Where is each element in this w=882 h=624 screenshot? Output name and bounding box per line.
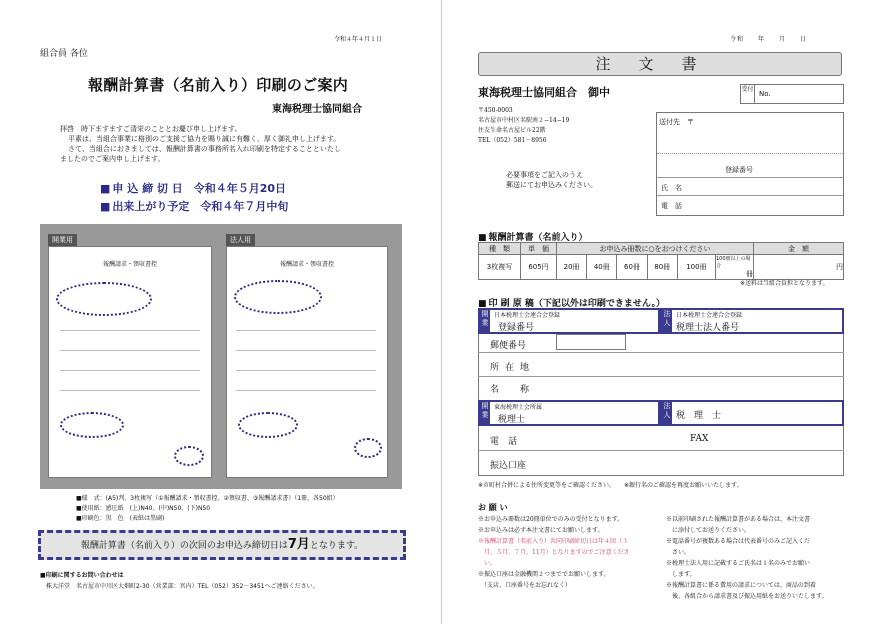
footnote: ※市町村合併による住所変更等をご確認ください。 ※銀行名のご確認を再度お願いいたします。 (478, 482, 743, 489)
qty-80[interactable]: 80冊 (647, 255, 677, 280)
order-title: 注文書 (478, 52, 842, 76)
contact-head: ■印刷に関するお問い合わせは (40, 572, 124, 579)
form-line (236, 390, 376, 391)
highlight-stamp (174, 446, 204, 466)
notes-left: ※お申込み冊数は20冊単位でのみの受付となります。 ※お申込みは必ず本注文書にてお願いします。 ※報酬計算書（名前入り）共同印刷締切日は年４回（３ 月、５月、７月、11月）となりますのでご注意くださ い。 ※振込口座は金融機関２つまででお願いします。 （支店、口座番号をお忘れなく） (478, 516, 630, 589)
form-line (236, 330, 376, 331)
left-date: 令和４年４月１日 (334, 36, 383, 43)
qty-40[interactable]: 40冊 (587, 255, 617, 280)
form-line (236, 350, 376, 351)
kaigyo-tag: 開業 (480, 402, 490, 424)
kaigyo-org: 日本税理士会連合会登録 (494, 312, 561, 319)
section-title-1: ■ 報酬計算書（名前入り） (478, 230, 588, 243)
hojin-org: 日本税理士会連合会登録 (676, 312, 743, 319)
postal-input[interactable] (556, 334, 626, 350)
sample-form-kaigyo: 報酬請求・領収書控 (48, 246, 212, 478)
postal-label: 郵便番号 (490, 341, 527, 351)
qty-100[interactable]: 100冊 (677, 255, 715, 280)
kaigyo-label: 登録番号 (498, 323, 535, 333)
recipients: 組合員 各位 (40, 49, 88, 59)
qty-20[interactable]: 20冊 (557, 255, 587, 280)
sender-org: 東海税理士協同組合 (272, 104, 362, 115)
notes-head: お 願 い (478, 503, 508, 512)
contact-info: 株大洋堂 名古屋市中川区大畑町2-30（営業部：宮内）TEL（052）352－3451へご連絡ください。 (46, 583, 319, 590)
row-divider (478, 352, 844, 353)
sample-form-hojin: 報酬請求・領収書控 (226, 246, 388, 478)
location-label: 所在地 (490, 363, 536, 373)
form-line (60, 330, 200, 331)
ship-to-box: 送付先 〒 登録番号 氏 名 電 話 (656, 112, 844, 216)
page-divider (441, 0, 442, 624)
tel-label: 電 話 (490, 437, 518, 447)
page-title: 報酬計算書（名前入り）印刷のご案内 (88, 76, 349, 94)
body-text: 拝啓 時下ますますご清栄のこととお慶び申し上げます。 平素は、当組合事業に格別のご支援ご協力を賜り誠に有難く、厚く御礼申し上げます。 さて、当組合におきましては、報酬計算書の事務所名入れ印刷を特定することといたし ましたのでご案内申し上げます。 (60, 125, 341, 163)
name-label: 名 称 (490, 385, 536, 395)
instructions: 必要事項をご記入のうえ 郵送にてお申込みください。 (506, 171, 597, 189)
amount-field[interactable]: 円 (754, 255, 844, 280)
kaigyo-tag: 開業 (480, 310, 490, 332)
notes-right: ※以前印刷された報酬計算書がある場合は、本注文書 に添付してお送りください。 ※電話番号が複数ある場合は代表番号のみご記入くだ さい。 ※税理士法人用に記載するご氏名は１名のみでお願い します。 ※報酬計算書に係る費用の請求については、商品の到着 後、各組合から請求書及び振込用紙をお送りいたします。 (666, 516, 828, 600)
form-line (60, 370, 200, 371)
shipping-note: ※送料は当組合負担となります。 (740, 280, 829, 287)
highlight-name (60, 412, 124, 438)
kaigyo-org2: 東海税理士会所属 (494, 404, 543, 411)
highlight-stamp-hojin (354, 438, 382, 458)
spec-list: ■様 式：(A5)判、3枚複写（①報酬請求・領収書控、②領収書、③報酬請求書）（1冊、各50組） ■使用紙：感圧紙 (上)N40、(中)N50、(下)N50 ■印刷色：黒 色 (表紙は黒刷) (76, 495, 339, 522)
row-divider (478, 376, 844, 377)
zeirishi-label: 税理士 (498, 415, 526, 425)
tag-kaigyo: 開業用 (48, 234, 77, 246)
hojin-tag: 法人 (662, 310, 672, 332)
hojin-zeirishi-label: 税 理 士 (676, 411, 722, 421)
form-line (60, 390, 200, 391)
section-title-2: ■ 印 刷 原 稿（下記以外は印刷できません。） (478, 296, 665, 309)
highlight-name-hojin (238, 412, 298, 438)
form-line (60, 350, 200, 351)
bank-label: 振込口座 (490, 461, 527, 471)
next-deadline-notice: 報酬計算書（名前入り）の次回のお申込み締切日は7月となります。 (38, 530, 406, 560)
reception-box: 受付 No. (740, 84, 844, 104)
order-date: 令和 年 月 日 (730, 36, 808, 43)
order-recipient: 東海税理士協同組合 御中 (478, 86, 610, 99)
recipient-address: 〒450-0003 名古屋市中村区名駅南２−14−19 住友生命名古屋ビル22階 TEL（052）581－8956 (478, 107, 570, 144)
order-table: 種 類 単 価 お申込み冊数に○をおつけください 金 額 3枚複写 605円 20冊 40冊 60冊 80冊 100冊 100冊以上の場合 冊 円 (478, 242, 844, 280)
highlight-office (56, 282, 152, 316)
form-line (236, 370, 376, 371)
row-divider (478, 450, 844, 451)
highlight-office-hojin (234, 280, 322, 314)
tag-hojin: 法人用 (226, 234, 255, 246)
delivery-date: ■ 出来上がり予定 令和４年７月中旬 (100, 198, 288, 214)
fax-label: FAX (690, 434, 709, 444)
hojin-label: 税理士法人番号 (676, 323, 740, 333)
hojin-tag: 法人 (662, 402, 672, 424)
qty-60[interactable]: 60冊 (617, 255, 647, 280)
deadline: ■ 申 込 締 切 日 令和４年５月20日 (100, 180, 286, 196)
qty-custom[interactable]: 100冊以上の場合 冊 (716, 256, 753, 278)
